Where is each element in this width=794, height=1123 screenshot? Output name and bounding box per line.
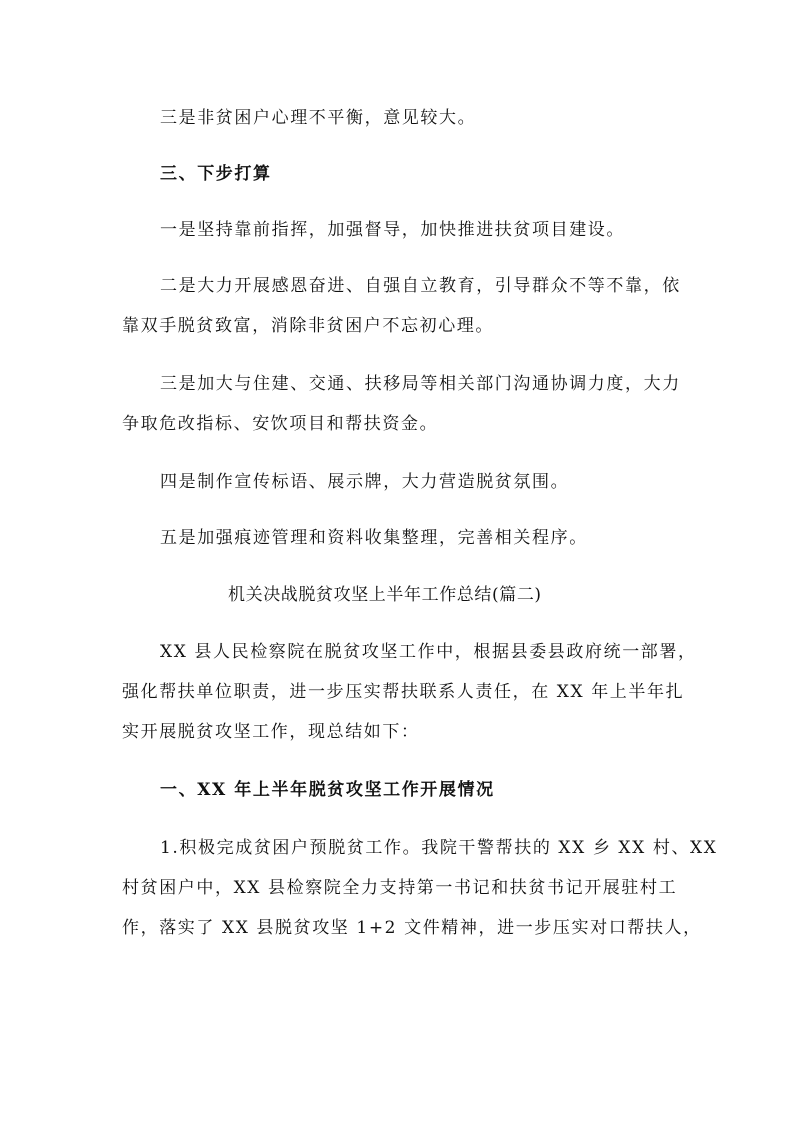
paragraph-step-two-line-2: 靠双手脱贫致富，消除非贫困户不忘初心理。 — [122, 316, 494, 336]
paragraph-step-three-line-1: 三是加大与住建、交通、扶移局等相关部门沟通协调力度，大力 — [160, 374, 681, 394]
heading-next-steps: 三、下步打算 — [160, 164, 272, 184]
paragraph-intro-line-2: 强化帮扶单位职责，进一步压实帮扶联系人责任，在 XX 年上半年扎 — [122, 682, 685, 702]
paragraph-item-one-line-2: 村贫困户中，XX 县检察院全力支持第一书记和扶贫书记开展驻村工 — [122, 878, 678, 898]
paragraph-item-one-line-3: 作，落实了 XX 县脱贫攻坚 1+2 文件精神，进一步压实对口帮扶人， — [122, 918, 702, 938]
paragraph-nonpoor-imbalance: 三是非贫困户心理不平衡，意见较大。 — [160, 108, 477, 128]
paragraph-item-one-line-1: 1.积极完成贫困户预脱贫工作。我院干警帮扶的 XX 乡 XX 村、XX — [160, 838, 718, 858]
paragraph-intro-line-3: 实开展脱贫攻坚工作，现总结如下： — [122, 722, 420, 742]
paragraph-step-one: 一是坚持靠前指挥，加强督导，加快推进扶贫项目建设。 — [160, 220, 625, 240]
paragraph-step-five: 五是加强痕迹管理和资料收集整理，完善相关程序。 — [160, 528, 588, 548]
paragraph-intro-line-1: XX 县人民检察院在脱贫攻坚工作中，根据县委县政府统一部署， — [160, 642, 697, 662]
section-title-part-two: 机关决战脱贫攻坚上半年工作总结(篇二) — [228, 585, 542, 605]
paragraph-step-three-line-2: 争取危改指标、安饮项目和帮扶资金。 — [122, 414, 439, 434]
heading-first-half-situation: 一、XX 年上半年脱贫攻坚工作开展情况 — [160, 780, 495, 800]
paragraph-step-two-line-1: 二是大力开展感恩奋进、自强自立教育，引导群众不等不靠，依 — [160, 276, 681, 296]
paragraph-step-four: 四是制作宣传标语、展示牌，大力营造脱贫氛围。 — [160, 472, 570, 492]
